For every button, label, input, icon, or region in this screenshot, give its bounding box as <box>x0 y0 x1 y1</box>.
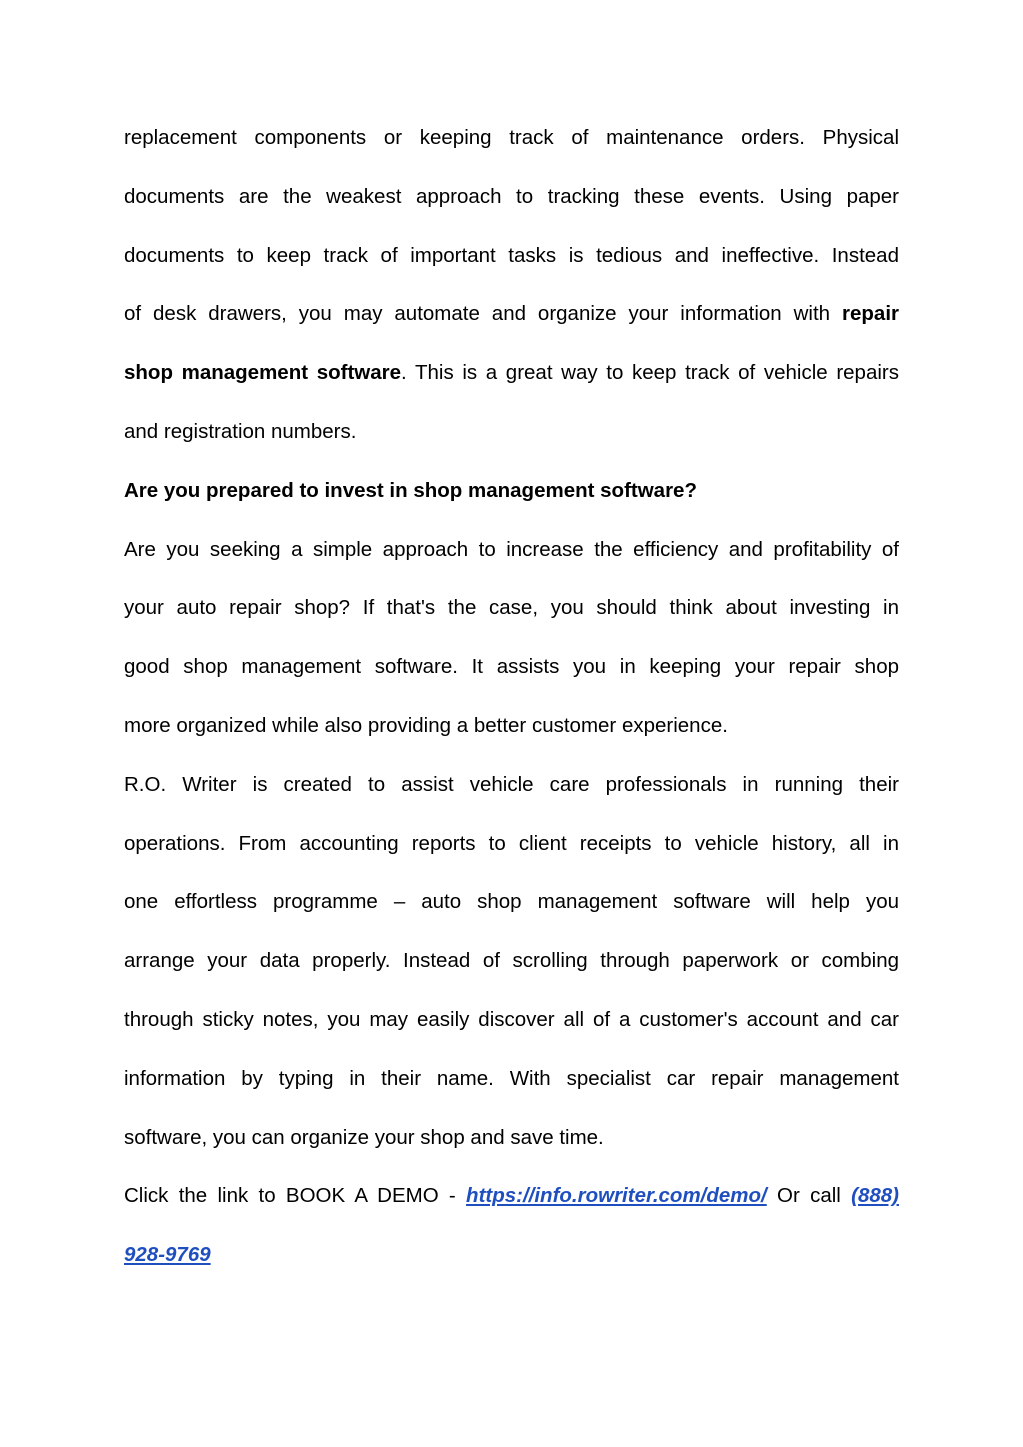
phone-link[interactable]: (888) <box>851 1184 899 1208</box>
text-line: arrange your data properly. Instead of scrolling through paperwork or combing <box>124 949 899 973</box>
text-line: R.O. Writer is created to assist vehicle care professionals in running their <box>124 772 899 796</box>
text-line: Are you seeking a simple approach to increase the efficiency and profitability of <box>124 537 899 561</box>
paragraph-intro <box>124 109 899 462</box>
text-line: software, you can organize your shop and save time. <box>124 1125 604 1149</box>
paragraph-rowriter <box>124 756 899 1168</box>
section-heading: Are you prepared to invest in shop management software? <box>124 478 697 502</box>
text-line: and registration numbers. <box>124 419 357 443</box>
text-line: documents are the weakest approach to tracking these events. Using paper <box>124 184 899 208</box>
text-line: replacement components or keeping track of maintenance orders. Physical <box>124 126 899 149</box>
demo-link[interactable]: https://info.rowriter.com/demo/ <box>466 1184 767 1208</box>
paragraph-cta <box>124 1167 899 1285</box>
text-line: more organized while also providing a better customer experience. <box>124 713 728 737</box>
text-line <box>124 1226 899 1285</box>
text-line <box>124 1167 899 1226</box>
bold-term: repair <box>842 302 899 326</box>
document-page <box>124 109 899 1285</box>
text-line <box>124 344 899 403</box>
text-span: of desk drawers, you may automate and organize your information with <box>124 302 843 326</box>
bold-term: shop management software <box>124 361 401 385</box>
text-line: good shop management software. It assists you in keeping your repair shop <box>124 655 899 679</box>
text-line: through sticky notes, you may easily discover all of a customer's account and car <box>124 1007 899 1031</box>
text-line <box>124 285 899 344</box>
text-line: one effortless programme – auto shop management software will help you <box>124 890 899 914</box>
text-line: information by typing in their name. With specialist car repair management <box>124 1066 899 1090</box>
text-span: . This is a great way to keep track of vehicle repairs <box>401 361 899 385</box>
phone-link-continued[interactable]: 928-9769 <box>124 1243 211 1267</box>
text-line: your auto repair shop? If that's the case, you should think about investing in <box>124 596 899 620</box>
text-line: documents to keep track of important tasks is tedious and ineffective. Instead <box>124 243 899 267</box>
paragraph-invest <box>124 521 899 756</box>
text-line: operations. From accounting reports to client receipts to vehicle history, all in <box>124 831 899 855</box>
cta-prefix: Click the link to BOOK A DEMO - <box>124 1184 467 1208</box>
cta-middle: Or call <box>766 1184 852 1208</box>
